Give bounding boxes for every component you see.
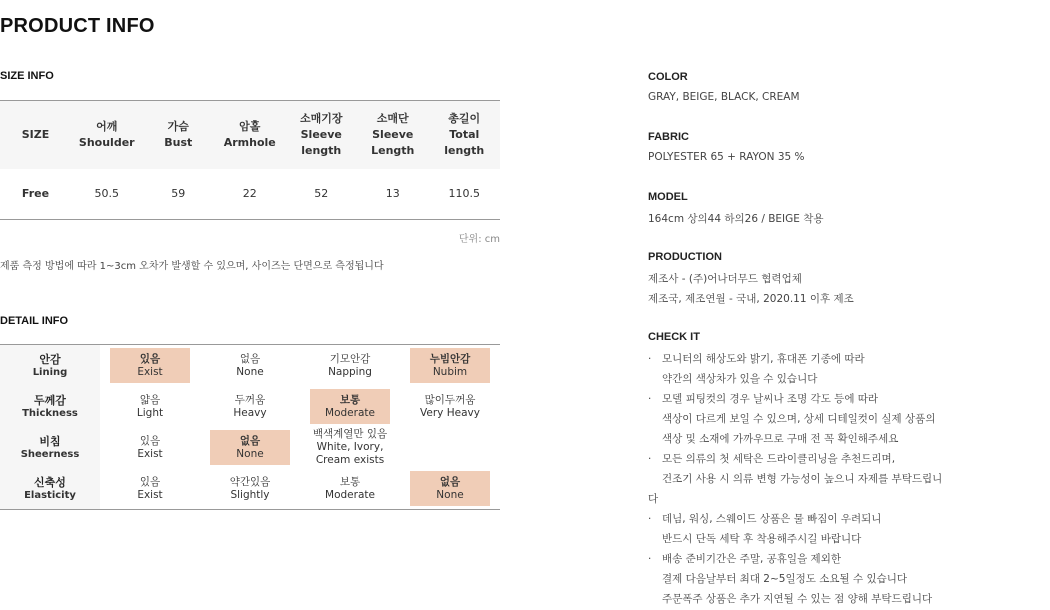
page-title: PRODUCT INFO: [0, 15, 155, 37]
table-cell: 110.5: [448, 187, 480, 201]
model-value: 164cm 상의44 하의26 / BEIGE 착용: [648, 213, 824, 225]
option-ko: 없음: [239, 434, 261, 447]
detail-option: [210, 348, 290, 383]
detail-option-cell: [200, 345, 300, 386]
size-table: [0, 100, 500, 220]
list-item-line: 반드시 단독 세탁 후 착용해주시길 바랍니다: [662, 533, 862, 545]
option-ko: 얇음: [139, 393, 161, 406]
detail-heading-ko: 안감: [39, 352, 61, 366]
detail-option-cell: [300, 427, 400, 468]
option-ko: 두꺼움: [234, 393, 266, 406]
option-ko: 많이두꺼움: [424, 393, 476, 406]
fabric-label: FABRIC: [648, 131, 689, 143]
option-en: Exist: [137, 447, 163, 460]
option-en: Slightly: [230, 488, 270, 501]
detail-option-cell: [200, 386, 300, 427]
list-item: [648, 449, 948, 509]
header-cell: 어깨 Shoulder: [78, 119, 135, 149]
detail-option-cell: [100, 427, 200, 468]
list-item-line: 데님, 워싱, 스웨이드 상품은 물 빠짐이 우려되니: [662, 513, 882, 525]
bullet: ·: [648, 453, 652, 465]
detail-heading-en: Lining: [32, 366, 68, 378]
detail-option-cell: [400, 468, 500, 509]
size-info-label: SIZE INFO: [0, 70, 54, 82]
list-item-line: 결제 다음날부터 최대 2~5일정도 소요될 수 있습니다: [662, 573, 908, 585]
detail-heading-en: Elasticity: [24, 489, 76, 501]
detail-option-selected: [110, 348, 190, 383]
bullet: ·: [648, 353, 652, 365]
detail-heading-en: Thickness: [22, 407, 78, 419]
option-ko: 없음: [239, 352, 261, 365]
detail-option-cell: [400, 345, 500, 386]
check-it-label: CHECK IT: [648, 331, 700, 343]
detail-heading-en: Sheerness: [20, 448, 80, 460]
option-en: None: [236, 365, 264, 378]
option-ko: 있음: [139, 434, 161, 447]
list-item-line: 모델 피팅컷의 경우 날씨나 조명 각도 등에 따라: [662, 393, 879, 405]
detail-row: [0, 427, 500, 468]
option-ko: 보통: [339, 475, 361, 488]
option-en: Exist: [137, 365, 163, 378]
detail-option: [110, 389, 190, 424]
measurement-note: 제품 측정 방법에 따라 1~3cm 오차가 발생할 수 있으며, 사이즈는 단면으로 측정됩니다: [0, 261, 384, 272]
detail-option-selected: [210, 430, 290, 465]
option-ko: 약간있음: [229, 475, 271, 488]
production-label: PRODUCTION: [648, 251, 722, 263]
list-item-line: 다: [648, 493, 659, 505]
list-item-line: 주문폭주 상품은 추가 지연될 수 있는 점 양해 부탁드립니다: [662, 593, 933, 605]
detail-heading-ko: 신축성: [34, 475, 66, 489]
model-label: MODEL: [648, 191, 688, 203]
option-en: Exist: [137, 488, 163, 501]
option-ko: 기모안감: [329, 352, 371, 365]
production-origin: 제조국, 제조연월 - 국내, 2020.11 이후 제조: [648, 293, 854, 305]
detail-option: [110, 430, 190, 465]
option-en: Very Heavy: [420, 406, 480, 419]
detail-row-heading: [0, 468, 100, 509]
detail-table: [0, 344, 500, 510]
detail-option-selected: [410, 471, 490, 506]
color-value: GRAY, BEIGE, BLACK, CREAM: [648, 91, 800, 103]
detail-option-selected: [310, 389, 390, 424]
option-en: White, Ivory, Cream exists: [315, 441, 385, 466]
list-item: [648, 349, 948, 389]
option-en: Moderate: [325, 488, 375, 501]
size-name-cell: Free: [21, 187, 50, 201]
check-it-list: [648, 349, 948, 609]
detail-option-selected: [410, 348, 490, 383]
list-item-line: 건조기 사용 시 의류 변형 가능성이 높으니 자제를 부탁드립니: [662, 473, 943, 485]
list-item: [648, 549, 948, 609]
table-cell: 22: [242, 187, 257, 201]
option-en: Heavy: [233, 406, 267, 419]
list-item-line: 배송 준비기간은 주말, 공휴일을 제외한: [662, 553, 841, 565]
detail-option: [310, 430, 390, 465]
detail-option: [310, 348, 390, 383]
option-ko: 보통: [339, 393, 361, 406]
list-item: [648, 509, 948, 549]
table-cell: 13: [385, 187, 400, 201]
list-item-line: 모든 의류의 첫 세탁은 드라이클리닝을 추천드리며,: [662, 453, 896, 465]
detail-row-heading: [0, 386, 100, 427]
detail-row-heading: [0, 345, 100, 386]
option-en: Moderate: [325, 406, 375, 419]
detail-option-cell: [200, 468, 300, 509]
option-ko: 백색계열만 있음: [312, 428, 388, 440]
detail-option: [310, 471, 390, 506]
option-ko: 누빔안감: [429, 352, 471, 365]
detail-option-cell: [300, 345, 400, 386]
detail-option: [410, 389, 490, 424]
header-cell: 암홀 Armhole: [223, 119, 276, 149]
table-row: [0, 169, 500, 220]
fabric-value: POLYESTER 65 + RAYON 35 %: [648, 151, 805, 163]
detail-option: [410, 430, 490, 465]
header-cell: 소매단 Sleeve Length: [371, 111, 415, 157]
bullet: ·: [648, 553, 652, 565]
detail-row-heading: [0, 427, 100, 468]
detail-option-cell: [400, 386, 500, 427]
option-en: Nubim: [432, 365, 468, 378]
detail-heading-ko: 두께감: [34, 393, 66, 407]
detail-option-cell: [100, 386, 200, 427]
header-cell: 가슴 Bust: [164, 119, 193, 149]
option-en: None: [436, 488, 464, 501]
color-label: COLOR: [648, 71, 688, 83]
option-ko: 있음: [139, 475, 161, 488]
detail-row: [0, 345, 500, 386]
detail-option-cell: [200, 427, 300, 468]
header-cell: 소매기장 Sleeve length: [299, 111, 343, 157]
list-item-line: 약간의 색상차가 있을 수 있습니다: [662, 373, 818, 385]
list-item-line: 색상이 다르게 보일 수 있으며, 상세 디테일컷이 실제 상품의: [662, 413, 936, 425]
list-item-line: 색상 및 소재에 가까우므로 구매 전 꼭 확인해주세요: [662, 433, 899, 445]
detail-option: [210, 389, 290, 424]
detail-option: [110, 471, 190, 506]
detail-row: [0, 468, 500, 509]
detail-option-cell: [100, 468, 200, 509]
table-cell: 50.5: [94, 187, 119, 201]
detail-option-cell: [100, 345, 200, 386]
list-item: [648, 389, 948, 449]
bullet: ·: [648, 393, 652, 405]
detail-info-label: DETAIL INFO: [0, 315, 69, 327]
header-cell: 총길이 Total length: [444, 111, 485, 157]
option-en: Napping: [328, 365, 372, 378]
table-cell: 52: [314, 187, 329, 201]
production-manufacturer: 제조사 - (주)어나더무드 협력업체: [648, 273, 802, 285]
header-cell: SIZE: [21, 127, 50, 141]
list-item-line: 모니터의 해상도와 밝기, 휴대폰 기종에 따라: [662, 353, 865, 365]
option-ko: 없음: [439, 475, 461, 488]
bullet: ·: [648, 513, 652, 525]
detail-option-cell: [400, 427, 500, 468]
option-ko: 있음: [139, 352, 161, 365]
detail-heading-ko: 비침: [39, 434, 61, 448]
detail-option: [210, 471, 290, 506]
size-table-header: [0, 101, 500, 169]
unit-note: 단위: cm: [458, 234, 500, 245]
option-en: None: [236, 447, 264, 460]
table-cell: 59: [171, 187, 186, 201]
detail-row: [0, 386, 500, 427]
option-en: Light: [136, 406, 164, 419]
detail-option-cell: [300, 386, 400, 427]
detail-option-cell: [300, 468, 400, 509]
